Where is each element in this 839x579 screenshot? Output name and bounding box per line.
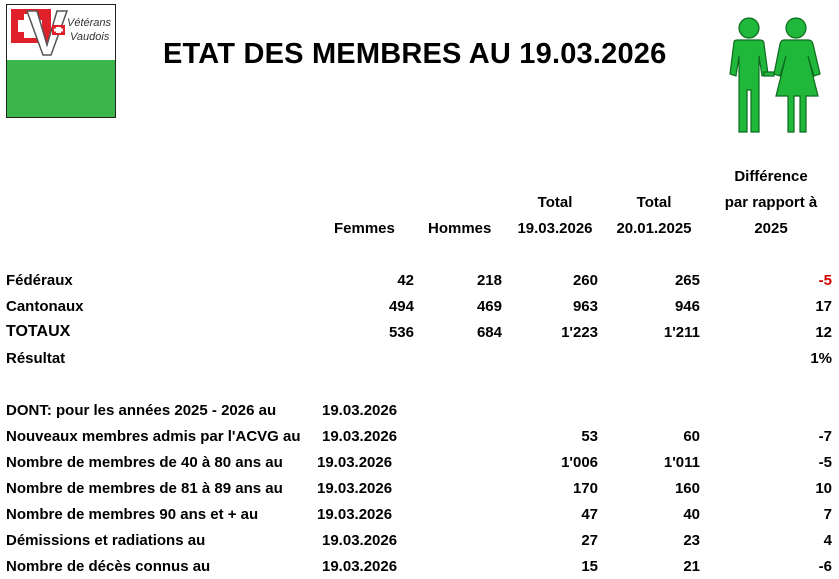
header-diff-line3: 2025: [754, 220, 788, 237]
cell-diff: -5: [818, 272, 832, 289]
row-label: TOTAUX: [6, 323, 71, 340]
row-label: Nombre de membres de 40 à 80 ans au: [6, 454, 283, 471]
row-date: 19.03.2026: [322, 532, 398, 549]
cell-total-now: 170: [572, 480, 598, 497]
row-date: 19.03.2026: [322, 428, 398, 445]
logo-line2: Vaudois: [70, 31, 110, 43]
cell-total-prev: 60: [683, 428, 700, 445]
cell-total-now: 1'006: [561, 454, 598, 471]
row-label: Nouveaux membres admis par l'ACVG au: [6, 428, 301, 445]
cell-total-prev: 160: [674, 480, 700, 497]
row-label: Fédéraux: [6, 272, 73, 289]
cell-total-prev: 946: [674, 298, 700, 315]
cell-diff: 1%: [810, 350, 832, 367]
cell-femmes: 536: [388, 324, 414, 341]
header-total-now-line2: 19.03.2026: [517, 220, 593, 237]
cell-total-now: 53: [581, 428, 598, 445]
cell-total-prev: 21: [683, 558, 700, 575]
row-label: Résultat: [6, 350, 66, 367]
cell-hommes: 469: [476, 298, 502, 315]
page-title: ETAT DES MEMBRES AU 19.03.2026: [163, 38, 667, 70]
cell-total-prev: 23: [683, 532, 700, 549]
cell-diff: 7: [823, 506, 832, 523]
cell-total-prev: 1'011: [663, 454, 700, 471]
cell-total-now: 47: [581, 506, 598, 523]
header-total-now-line1: Total: [537, 194, 573, 211]
cell-total-prev: 1'211: [663, 324, 700, 341]
dont-label: DONT: pour les années 2025 - 2026 au: [6, 402, 277, 419]
cell-diff: 12: [815, 324, 832, 341]
cell-total-now: 963: [572, 298, 598, 315]
header-diff-line2: par rapport à: [724, 194, 818, 211]
logo-line1: Vétérans: [67, 17, 112, 29]
cell-diff: -5: [818, 454, 832, 471]
cell-total-now: 15: [581, 558, 598, 575]
row-date: 19.03.2026: [317, 506, 393, 523]
header-femmes: Femmes: [334, 220, 395, 237]
header-total-prev-line2: 20.01.2025: [616, 220, 692, 237]
cell-total-prev: 40: [683, 506, 700, 523]
dont-date: 19.03.2026: [322, 402, 398, 419]
row-label: Démissions et radiations au: [6, 532, 206, 549]
cell-diff: 17: [815, 298, 832, 315]
cell-hommes: 218: [476, 272, 502, 289]
row-label: Nombre de membres 90 ans et + au: [6, 506, 259, 523]
header-hommes: Hommes: [428, 220, 492, 237]
header-total-prev-line1: Total: [636, 194, 672, 211]
cell-femmes: 42: [397, 272, 414, 289]
cell-femmes: 494: [388, 298, 414, 315]
cell-total-now: 27: [581, 532, 598, 549]
row-date: 19.03.2026: [322, 558, 398, 575]
cell-diff: -7: [818, 428, 832, 445]
logo-green-band: [7, 60, 115, 117]
cell-diff: 4: [823, 532, 832, 549]
row-date: 19.03.2026: [317, 454, 393, 471]
veterans-vaudois-logo: [6, 4, 116, 118]
cell-hommes: 684: [476, 324, 502, 341]
row-label: Nombre de membres de 81 à 89 ans au: [6, 480, 283, 497]
cell-diff: -6: [818, 558, 832, 575]
cell-total-now: 1'223: [561, 324, 598, 341]
cell-total-prev: 265: [674, 272, 700, 289]
cell-diff: 10: [815, 480, 832, 497]
row-date: 19.03.2026: [317, 480, 393, 497]
row-label: Cantonaux: [6, 298, 84, 315]
couple-icon: [722, 16, 826, 134]
row-label: Nombre de décès connus au: [6, 558, 211, 575]
cell-total-now: 260: [572, 272, 598, 289]
header-diff-line1: Différence: [734, 168, 808, 185]
